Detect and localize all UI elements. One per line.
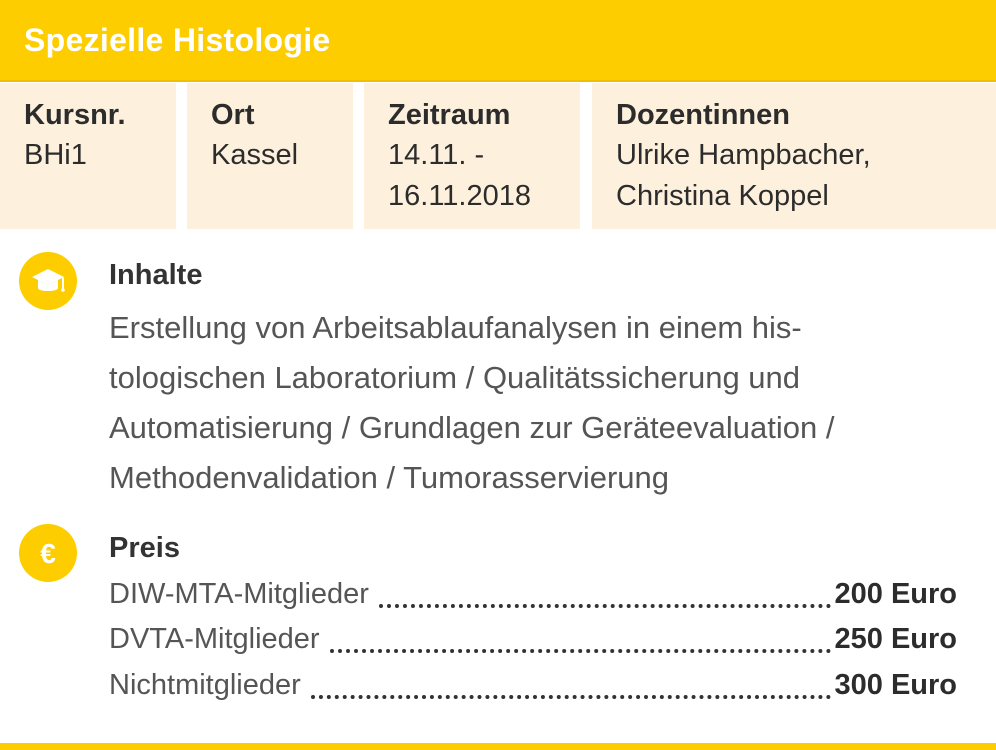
graduation-cap-icon xyxy=(19,252,77,310)
location-value: Kassel xyxy=(211,139,299,171)
price-label: DVTA-Mitglieder xyxy=(109,623,320,655)
contents-text xyxy=(109,303,979,503)
contents-heading: Inhalte xyxy=(109,259,203,291)
location-label: Ort xyxy=(211,99,255,131)
price-amount: 200 Euro xyxy=(834,578,957,610)
period-end: 16.11.2018 xyxy=(388,180,531,212)
info-period xyxy=(364,83,580,229)
dotted-leader xyxy=(330,649,831,653)
period-label: Zeitraum xyxy=(388,99,511,131)
info-lecturers xyxy=(592,83,996,229)
euro-icon xyxy=(19,524,77,582)
contents-line: tologischen Laboratorium / Qualitätssicherung und xyxy=(109,360,801,395)
period-start: 14.11. - xyxy=(388,139,485,171)
info-course-number xyxy=(0,83,176,229)
page-title: Spezielle Histologie xyxy=(24,22,331,58)
price-row xyxy=(109,664,957,706)
title-bar xyxy=(0,0,996,82)
price-label: Nichtmitglieder xyxy=(109,669,301,701)
lecturers-label: Dozentinnen xyxy=(616,99,790,131)
price-row xyxy=(109,618,957,660)
course-number-label: Kursnr. xyxy=(24,99,126,131)
svg-text:€: € xyxy=(40,538,56,569)
course-number-value: BHi1 xyxy=(24,139,87,171)
price-heading: Preis xyxy=(109,532,180,564)
lecturer-1: Ulrike Hampbacher, xyxy=(616,139,871,171)
price-amount: 300 Euro xyxy=(834,669,957,701)
info-location xyxy=(187,83,353,229)
lecturer-2: Christina Koppel xyxy=(616,180,829,212)
contents-line: Automatisierung / Grundlagen zur Geräteevaluation / xyxy=(109,410,835,445)
price-row xyxy=(109,573,957,615)
price-label: DIW-MTA-Mitglieder xyxy=(109,578,369,610)
bottom-rule xyxy=(0,743,996,750)
dotted-leader xyxy=(311,695,831,699)
contents-line: Methodenvalidation / Tumorasservierung xyxy=(109,460,670,495)
contents-line: Erstellung von Arbeitsablaufanalysen in einem his- xyxy=(109,310,802,345)
dotted-leader xyxy=(379,604,831,608)
price-amount: 250 Euro xyxy=(834,623,957,655)
